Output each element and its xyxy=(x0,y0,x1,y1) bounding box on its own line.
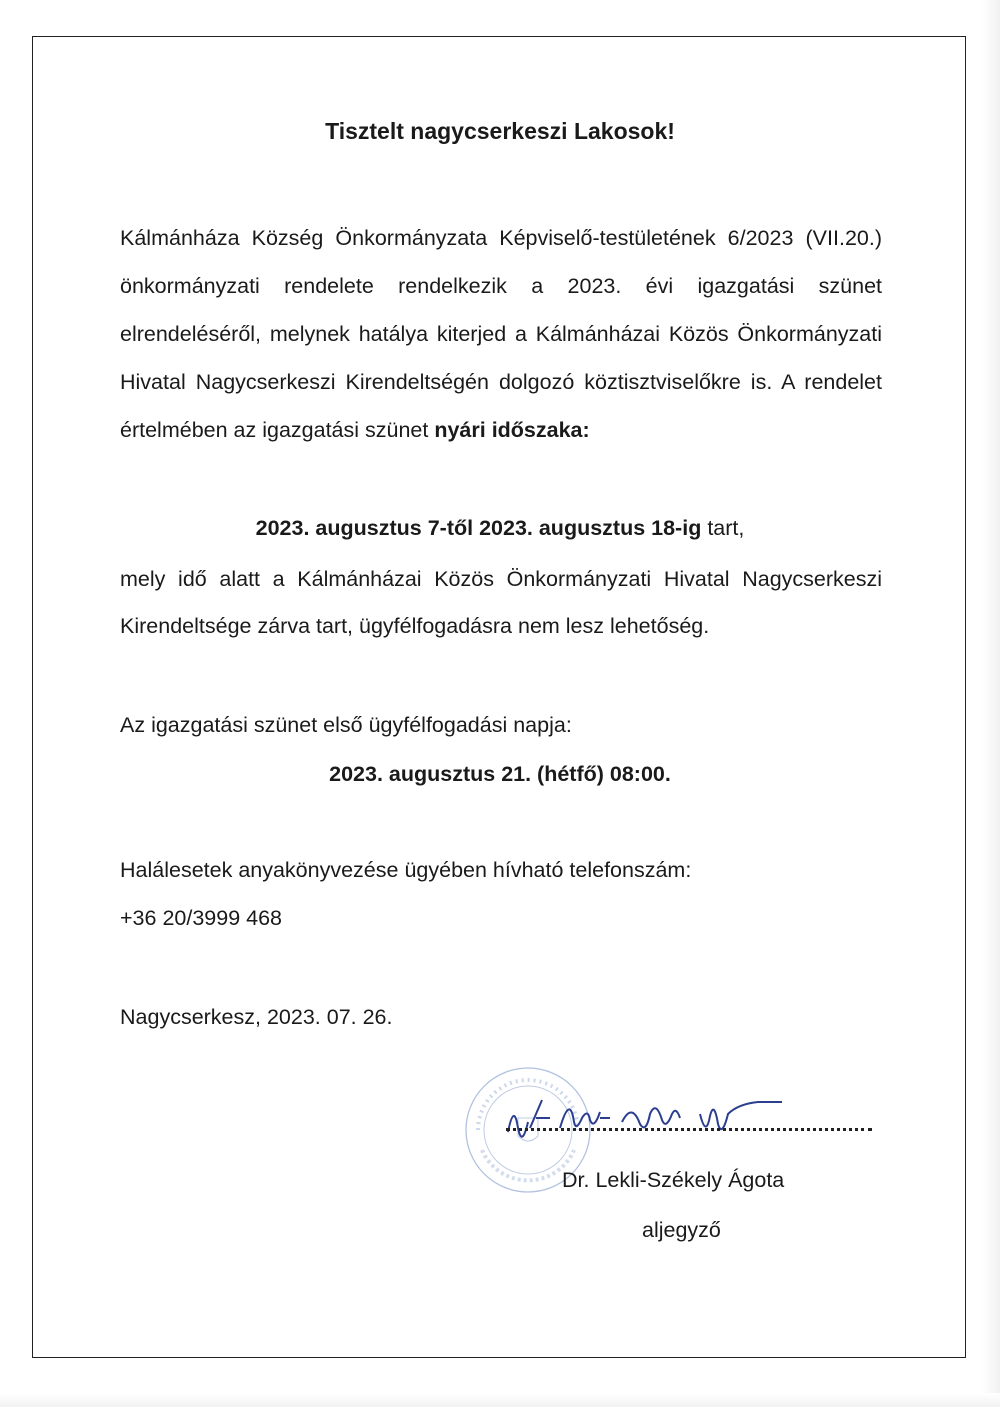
phone-number: +36 20/3999 468 xyxy=(120,906,283,930)
signature-block xyxy=(450,1058,890,1258)
summer-period-label: nyári időszaka: xyxy=(434,418,590,442)
closure-suffix: tart, xyxy=(707,516,745,540)
signer-name: Dr. Lekli-Székely Ágota xyxy=(562,1168,785,1192)
signature-line xyxy=(506,1128,872,1131)
document-title: Tisztelt nagycserkeszi Lakosok! xyxy=(325,118,675,144)
death-registration-label: Halálesetek anyakönyvezése ügyében hívható telefonszám: xyxy=(120,858,692,882)
first-day-value: 2023. augusztus 21. (hétfő) 08:00. xyxy=(329,762,671,786)
signer-title: aljegyző xyxy=(642,1218,721,1242)
place-and-date: Nagycserkesz, 2023. 07. 26. xyxy=(120,1005,393,1029)
intro-text: Kálmánháza Község Önkormányzata Képviselő-testületének 6/2023 (VII.20.) önkormányzati rendelete rendelkezik a 2023. évi igazgatási szünet elrendeléséről, melynek hatálya kiterjed a Kálmánházai Közös Önkormányzati Hivatal Nagycserkeszi Kirendeltségén dolgozó köztisztviselőkre is. A rendelet értelmében az igazgatási szünet xyxy=(120,226,882,442)
closure-period-line xyxy=(0,516,1000,541)
closure-paragraph: mely idő alatt a Kálmánházai Közös Önkormányzati Hivatal Nagycserkeszi Kirendeltsége zárva tart, ügyfélfogadásra nem lesz lehetőség. xyxy=(120,567,882,638)
handwritten-signature xyxy=(500,1088,800,1148)
closure-start: 2023. augusztus 7-től xyxy=(255,516,474,540)
first-day-label: Az igazgatási szünet első ügyfélfogadási napja: xyxy=(120,713,572,737)
intro-paragraph xyxy=(120,214,882,454)
closure-end: 2023. augusztus 18-ig xyxy=(479,516,702,540)
scan-edge xyxy=(982,0,1000,1407)
scan-edge-bottom xyxy=(0,1393,1000,1407)
